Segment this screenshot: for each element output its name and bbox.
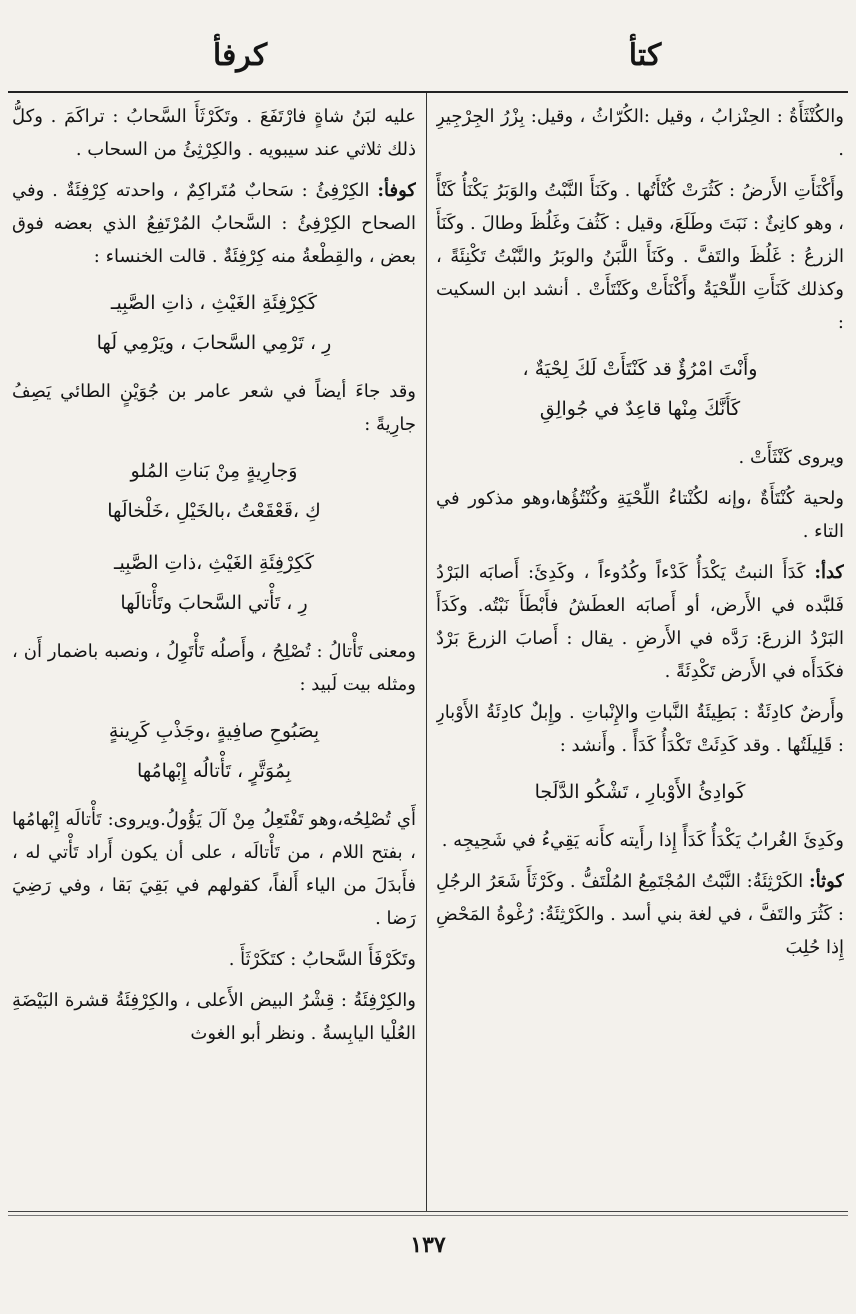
verse-line: كَكِرْفِئَةِ الغَيْثِ ، ذاتِ الصَّبِيـ xyxy=(110,292,318,314)
entry-text: الكَرْثِئَةُ: النَّبْتُ المُجْتَمِعُ المُلْتَفُّ . وكَرْثَأَ شَعَرُ الرجُلِ : كَثُرَ والتَفَّ ، في لغة بني أسد . والكَرْثِئَةُ: رُغْوةُ المَحْضِ إِذا حُلِبَ xyxy=(436,871,844,958)
verse-line: رِ ، تَرْمِي السَّحابَ ، ويَرْمِي لَها xyxy=(96,332,332,354)
entry-paragraph: وتَكَرْفَأَ السَّحابُ : كتَكَرْثَأَ . xyxy=(228,949,416,970)
entry-paragraph: ويروى كَنْثَأَتْ . xyxy=(738,447,844,468)
header-guide-word-left: كرفأ xyxy=(212,38,268,73)
entry-paragraph: وأَرضٌ كادِئَةٌ : بَطِيئَةُ النَّباتِ والإِنْباتِ . وإِبلٌ كادِئَةُ الأَوْبارِ : قَلِيلَتُها . وقد كَدِئَتْ تَكْدَأُ كَدَأً . وأَنشد : xyxy=(436,702,844,756)
verse xyxy=(12,451,416,531)
header-rule xyxy=(8,91,848,93)
entry-paragraph: وكَدِئَ الغُرابُ يَكْدَأُ كَدَأً إِذا رأَيته كأَنه يَقِيءُ في شَحِيجِه . xyxy=(441,830,844,851)
footer-rule xyxy=(8,1211,848,1212)
entry-kawa xyxy=(436,865,844,964)
left-column xyxy=(12,100,416,1205)
verse-line: بِمُوَتَّرٍ ، تَأْتالُه إِبْهامُها xyxy=(136,760,292,782)
entry-paragraph: ولحية كُنْتَأَةٌ ،وإنه لكُنْتاءُ اللِّحْيَةِ وكُنْتُؤُها،وهو مذكور في التاء . xyxy=(436,488,844,542)
verse xyxy=(12,711,416,791)
verse-line: رِ ، تَأْتي السَّحابَ وتَأْتالَها xyxy=(120,592,308,614)
right-column xyxy=(436,100,844,1205)
column-divider xyxy=(426,93,427,1211)
footer-rule-thin xyxy=(8,1215,848,1216)
entry-text: الكِرْفِئُ : سَحابٌ مُتَراكِمٌ ، واحدته كِرْفِئَةٌ . وفي الصحاح الكِرْفِئُ : السَّحابُ المُرْتَفِعُ الذي بعضه فوق بعض ، والقِطْعةُ منه كِرْفِئَةٌ . قالت الخنساء : xyxy=(12,180,416,267)
headword: كدأ: xyxy=(814,562,844,583)
page-number: ١٣٧ xyxy=(410,1232,446,1258)
entry-kada xyxy=(436,556,844,688)
header-guide-word-right: كتأ xyxy=(628,38,662,73)
verse-line: وأَنْتَ امْرُؤٌ قد كَنْتَأَتْ لَكَ لِحْيَةٌ ، xyxy=(522,358,758,380)
entry-paragraph: عليه لبَنُ شاةٍ فارْتَفَعَ . وتَكَرْثَأَ السَّحابُ : تراكَمَ . وكلُّ ذلك ثلاثي عند سيبويه . والكِرْثِئُ من السحاب . xyxy=(12,106,416,160)
verse xyxy=(12,543,416,623)
verse-line: بِصَبُوحِ صافِيةٍ ،وجَذْبِ كَرِينةٍ xyxy=(108,720,320,742)
verse xyxy=(12,283,416,363)
entry-paragraph: أَي تُصْلِحُه،وهو تَفْتَعِلُ مِنْ آلَ يَؤُولُ.ويروى: تَأْتالَه إِبْهامُها ، بفتح اللام ، من تَأْتالَه ، على أن يكون أَراد تَأْتي له ، فأَبدَلَ من الياء أَلفاً، كقولهم في بَقِيَ بَقا ، وفي رَضِيَ رَضا . xyxy=(12,809,416,929)
headword: كوفأ: xyxy=(377,180,416,201)
verse-line: كَوادِئُ الأَوْبارِ ، تَشْكُو الدَّلَجا xyxy=(534,781,746,803)
entry-paragraph: وقد جاءَ أيضاً في شعر عامر بن جُوَيْنٍ الطائي يَصِفُ جارِيةً : xyxy=(12,381,416,435)
entry-paragraph: ومعنى تَأْتالُ : تُصْلِحُ ، وأَصلُه تَأْتَوِلُ ، ونصبه باضمار أَن ، ومثله بيت لَبيد : xyxy=(12,641,416,695)
verse xyxy=(436,349,844,429)
entry-paragraph: والكِرْفِئَةُ : قِشْرُ البيض الأَعلى ، والكِرْفِئَةُ قشرة البَيْضَةِ العُلْيا اليابِسةُ . ونظر أبو الغوث xyxy=(12,990,416,1044)
entry-paragraph: وأَكْنَأَتِ الأَرضُ : كَثُرَتْ كُنْأَتُها . وكَنَأَ النَّبْتُ والوَبَرُ يَكْنَأُ كَنْأً ، وهو كانِئٌ : نَبَتَ وطَلَعَ، وقيل : كَثُفَ وغَلُظَ وطالَ . وكَنَأَ الزرعُ : غَلُظَ والتَفَّ . وكَنَأَ اللَّبَنُ والوبَرُ والنَّبْتُ تَكْنِئَةً ، وكذلك كَنَأَتِ اللِّحْيَةُ وأَكْنَأَتْ وكَنْتَأَتْ . أنشد ابن السكيت : xyxy=(436,180,844,333)
verse-line: كَكِرْفِئَةِ الغَيْثِ ،ذاتِ الصَّبِيـ xyxy=(113,552,315,574)
verse-line: كِ ،قَعْقَعْتُ ،بالخَيْلِ ،خَلْخالَها xyxy=(107,500,321,522)
entry-karfa xyxy=(12,174,416,273)
verse-line: كَأَنَّكَ مِنْها قاعِدٌ في جُوالِقِ xyxy=(539,398,741,420)
verse-line: وَجارِيةٍ مِنْ بَناتِ المُلو xyxy=(130,460,298,482)
entry-text: كَدَأَ النبتُ يَكْدَأُ كَدْءاً وكُدُوءاً ، وكَدِئَ: أَصابَه البَرْدُ فَلبَّده في الأَرض، أو أَصابَه العطَشُ فأَبْطَأَ نَبْتُه. وكَدَأَ البَرْدُ الزرعَ: رَدَّه في الأَرضِ . يقال : أَصابَ الزرعَ بَرْدٌ فكَدَأَه في الأَرض تَكْدِئَةً . xyxy=(436,562,844,682)
verse xyxy=(436,772,844,812)
entry-paragraph: والكُنْثَأَةُ : الحِنْزابُ ، وقيل :الكُرّاثُ ، وقيل: بِزْرُ الجِرْجِيرِ . xyxy=(436,106,844,160)
headword: كوثأ: xyxy=(808,871,844,892)
